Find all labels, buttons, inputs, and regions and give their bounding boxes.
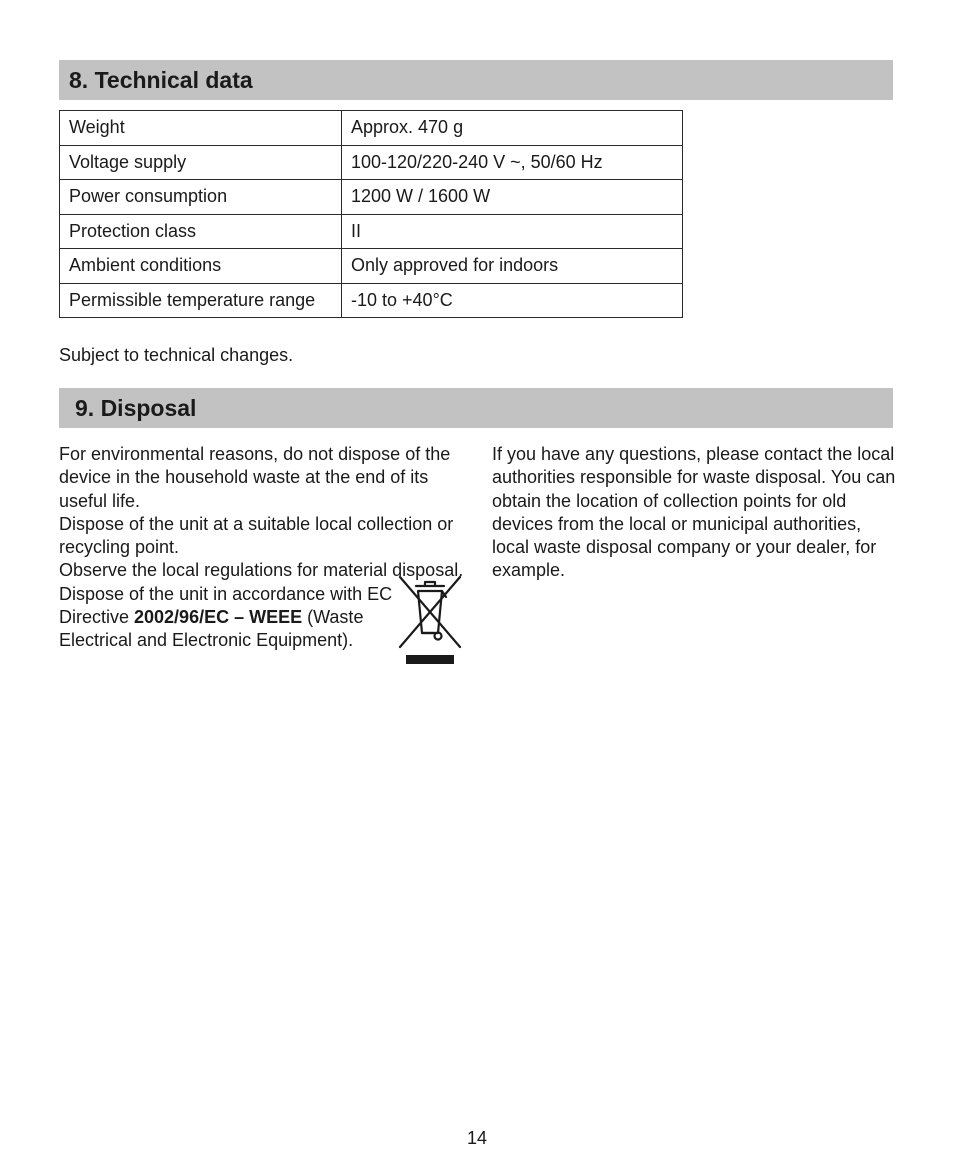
row-label: Voltage supply [60,145,342,180]
row-label: Ambient conditions [60,249,342,284]
table-row [60,214,683,249]
row-label: Weight [60,111,342,146]
weee-text-pre: Dispose of the unit in accordance with EC Directive [59,583,393,628]
row-label: Protection class [60,214,342,249]
disposal-paragraph: If you have any questions, please contact the local authorities responsible for waste disposal. You can obtain the location of collection points for old devices from the local or municipal authorities, local waste disposal company or your dealer, for example. [492,444,896,581]
row-value: 100-120/220-240 V ~, 50/60 Hz [342,145,683,180]
row-value: II [342,214,683,249]
page-number: 14 [466,1128,488,1148]
disposal-left-column [59,443,469,653]
table-row [60,145,683,180]
weee-directive: 2002/96/EC – WEEE [134,607,303,628]
table-row [60,180,683,215]
weee-paragraph-row [59,583,469,653]
table-row [60,111,683,146]
table-row [60,283,683,318]
row-value: Approx. 470 g [342,111,683,146]
table-row [60,249,683,284]
disposal-paragraph: Observe the local regulations for material disposal. [59,560,464,581]
technical-changes-note: Subject to technical changes. [59,345,294,365]
technical-data-table [59,110,683,318]
weee-paragraph [59,583,399,653]
weee-text-post: (Waste Electrical and Electronic Equipment). [59,607,364,651]
row-value: 1200 W / 1600 W [342,180,683,215]
technical-data-heading: 8. Technical data [59,60,893,100]
row-value: -10 to +40°C [342,283,683,318]
disposal-right-column [492,443,902,583]
row-value: Only approved for indoors [342,249,683,284]
disposal-heading: 9. Disposal [59,388,893,428]
row-label: Power consumption [60,180,342,215]
crossed-out-wheelie-bin-icon [397,575,463,665]
row-label: Permissible temperature range [60,283,342,318]
disposal-paragraph: For environmental reasons, do not dispose of the device in the household waste at the end of its useful life. [59,444,451,511]
disposal-paragraph: Dispose of the unit at a suitable local collection or recycling point. [59,513,454,558]
